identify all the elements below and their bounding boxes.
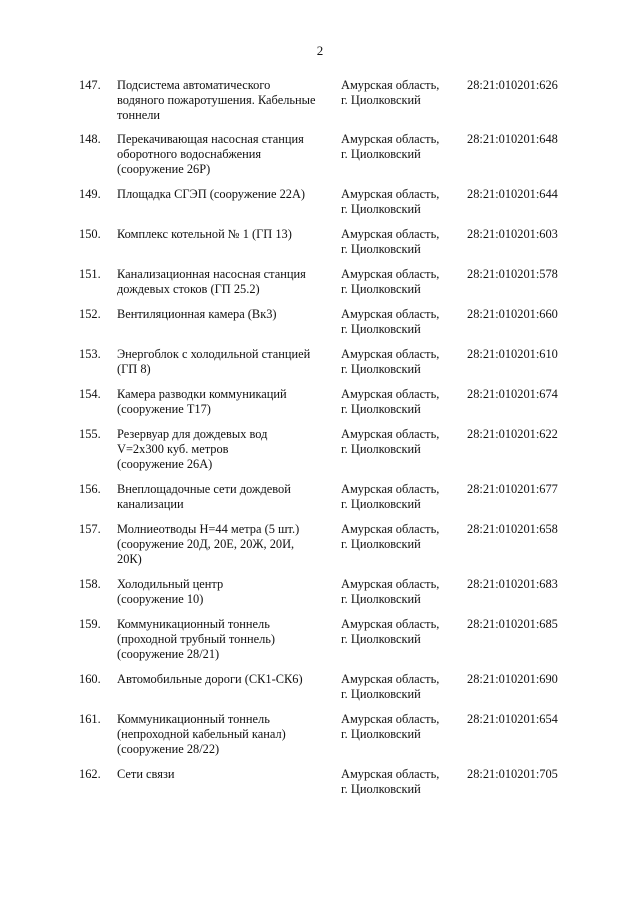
page-number: 2 — [316, 43, 324, 58]
object-name — [117, 522, 332, 567]
object-name — [117, 577, 332, 607]
object-name-line: (сооружение 28/21) — [117, 647, 220, 661]
object-location-line: Амурская область, — [341, 187, 440, 201]
object-location-line: г. Циолковский — [341, 242, 421, 256]
cadastral-number: 28:21:010201:622 — [467, 427, 558, 441]
object-location-line: г. Циолковский — [341, 202, 421, 216]
object-name — [117, 78, 332, 123]
row-number: 155. — [79, 427, 101, 441]
object-name — [117, 617, 332, 662]
cadastral-number: 28:21:010201:660 — [467, 307, 558, 321]
object-location-line: Амурская область, — [341, 522, 440, 536]
cadastral-number: 28:21:010201:658 — [467, 522, 558, 536]
row-number: 153. — [79, 347, 101, 361]
object-location-line: Амурская область, — [341, 712, 440, 726]
object-location-line: Амурская область, — [341, 577, 440, 591]
row-number: 161. — [79, 712, 101, 726]
row-number: 147. — [79, 78, 101, 92]
cadastral-number: 28:21:010201:626 — [467, 78, 558, 92]
row-number: 151. — [79, 267, 101, 281]
object-name — [117, 427, 332, 472]
cadastral-number: 28:21:010201:685 — [467, 617, 558, 631]
object-name-line: (проходной трубный тоннель) — [117, 632, 276, 646]
cadastral-number: 28:21:010201:705 — [467, 767, 558, 781]
object-location — [341, 482, 461, 512]
object-location — [341, 672, 461, 702]
object-location — [341, 387, 461, 417]
object-location — [341, 307, 461, 337]
object-location — [341, 577, 461, 607]
object-location — [341, 187, 461, 217]
object-location-line: Амурская область, — [341, 227, 440, 241]
object-location — [341, 78, 461, 108]
object-name — [117, 307, 332, 322]
object-name-line: Канализационная насосная станция — [117, 267, 306, 281]
object-name-line: Подсистема автоматического — [117, 78, 271, 92]
object-location-line: Амурская область, — [341, 387, 440, 401]
object-location-line: г. Циолковский — [341, 592, 421, 606]
object-name — [117, 672, 332, 687]
object-name-line: Сети связи — [117, 767, 175, 781]
object-location — [341, 267, 461, 297]
object-location-line: г. Циолковский — [341, 537, 421, 551]
object-location-line: г. Циолковский — [341, 727, 421, 741]
object-name-line: водяного пожаротушения. Кабельные — [117, 93, 316, 107]
object-location-line: г. Циолковский — [341, 442, 421, 456]
object-name-line: Вентиляционная камера (Вк3) — [117, 307, 277, 321]
object-name-line: оборотного водоснабжения — [117, 147, 262, 161]
object-location-line: г. Циолковский — [341, 687, 421, 701]
object-location-line: Амурская область, — [341, 482, 440, 496]
row-number: 150. — [79, 227, 101, 241]
object-name — [117, 767, 332, 782]
object-name — [117, 267, 332, 297]
cadastral-number: 28:21:010201:674 — [467, 387, 558, 401]
object-location — [341, 767, 461, 797]
object-name — [117, 387, 332, 417]
object-location-line: Амурская область, — [341, 78, 440, 92]
object-name-line: Комплекс котельной № 1 (ГП 13) — [117, 227, 292, 241]
object-name-line: (сооружение Т17) — [117, 402, 211, 416]
object-name-line: Резервуар для дождевых вод — [117, 427, 268, 441]
object-name — [117, 712, 332, 757]
object-location-line: г. Циолковский — [341, 362, 421, 376]
object-name-line: (ГП 8) — [117, 362, 151, 376]
object-name-line: Площадка СГЭП (сооружение 22А) — [117, 187, 306, 201]
cadastral-number: 28:21:010201:644 — [467, 187, 558, 201]
cadastral-number: 28:21:010201:603 — [467, 227, 558, 241]
object-name — [117, 347, 332, 377]
row-number: 159. — [79, 617, 101, 631]
object-name — [117, 482, 332, 512]
row-number: 160. — [79, 672, 101, 686]
object-name — [117, 187, 332, 202]
object-location-line: Амурская область, — [341, 307, 440, 321]
row-number: 157. — [79, 522, 101, 536]
row-number: 149. — [79, 187, 101, 201]
cadastral-number: 28:21:010201:690 — [467, 672, 558, 686]
object-name-line: канализации — [117, 497, 184, 511]
row-number: 162. — [79, 767, 101, 781]
object-location — [341, 427, 461, 457]
object-name-line: Камера разводки коммуникаций — [117, 387, 287, 401]
object-location-line: Амурская область, — [341, 267, 440, 281]
object-name-line: V=2x300 куб. метров — [117, 442, 229, 456]
object-name-line: тоннели — [117, 108, 161, 122]
object-location-line: Амурская область, — [341, 347, 440, 361]
object-location — [341, 522, 461, 552]
row-number: 158. — [79, 577, 101, 591]
object-name-line: (непроходной кабельный канал) — [117, 727, 286, 741]
object-location-line: Амурская область, — [341, 427, 440, 441]
object-location — [341, 347, 461, 377]
object-name-line: (сооружение 26А) — [117, 457, 213, 471]
object-name-line: (сооружение 26Р) — [117, 162, 211, 176]
object-location-line: г. Циолковский — [341, 147, 421, 161]
object-name — [117, 227, 332, 242]
object-name-line: Внеплощадочные сети дождевой — [117, 482, 291, 496]
row-number: 156. — [79, 482, 101, 496]
cadastral-number: 28:21:010201:648 — [467, 132, 558, 146]
object-name-line: Коммуникационный тоннель — [117, 617, 270, 631]
object-name-line: Молниеотводы Н=44 метра (5 шт.) — [117, 522, 300, 536]
object-location-line: Амурская область, — [341, 767, 440, 781]
cadastral-number: 28:21:010201:610 — [467, 347, 558, 361]
object-location-line: г. Циолковский — [341, 322, 421, 336]
object-location — [341, 227, 461, 257]
object-name-line: Энергоблок с холодильной станцией — [117, 347, 311, 361]
object-name-line: Автомобильные дороги (СК1-СК6) — [117, 672, 303, 686]
row-number: 152. — [79, 307, 101, 321]
object-location-line: Амурская область, — [341, 617, 440, 631]
object-location-line: Амурская область, — [341, 672, 440, 686]
object-location-line: г. Циолковский — [341, 782, 421, 796]
row-number: 148. — [79, 132, 101, 146]
object-name-line: (сооружение 28/22) — [117, 742, 220, 756]
cadastral-number: 28:21:010201:683 — [467, 577, 558, 591]
object-name-line: (сооружение 20Д, 20Е, 20Ж, 20И, — [117, 537, 295, 551]
object-name-line: Холодильный центр — [117, 577, 224, 591]
object-name — [117, 132, 332, 177]
object-location-line: г. Циолковский — [341, 282, 421, 296]
cadastral-number: 28:21:010201:578 — [467, 267, 558, 281]
object-location — [341, 712, 461, 742]
cadastral-number: 28:21:010201:654 — [467, 712, 558, 726]
object-name-line: 20К) — [117, 552, 142, 566]
object-location-line: г. Циолковский — [341, 93, 421, 107]
object-name-line: Перекачивающая насосная станция — [117, 132, 304, 146]
object-location-line: г. Циолковский — [341, 402, 421, 416]
object-name-line: Коммуникационный тоннель — [117, 712, 270, 726]
cadastral-number: 28:21:010201:677 — [467, 482, 558, 496]
object-location — [341, 132, 461, 162]
object-location-line: г. Циолковский — [341, 497, 421, 511]
object-name-line: дождевых стоков (ГП 25.2) — [117, 282, 260, 296]
row-number: 154. — [79, 387, 101, 401]
object-name-line: (сооружение 10) — [117, 592, 204, 606]
object-location-line: г. Циолковский — [341, 632, 421, 646]
object-location-line: Амурская область, — [341, 132, 440, 146]
object-location — [341, 617, 461, 647]
